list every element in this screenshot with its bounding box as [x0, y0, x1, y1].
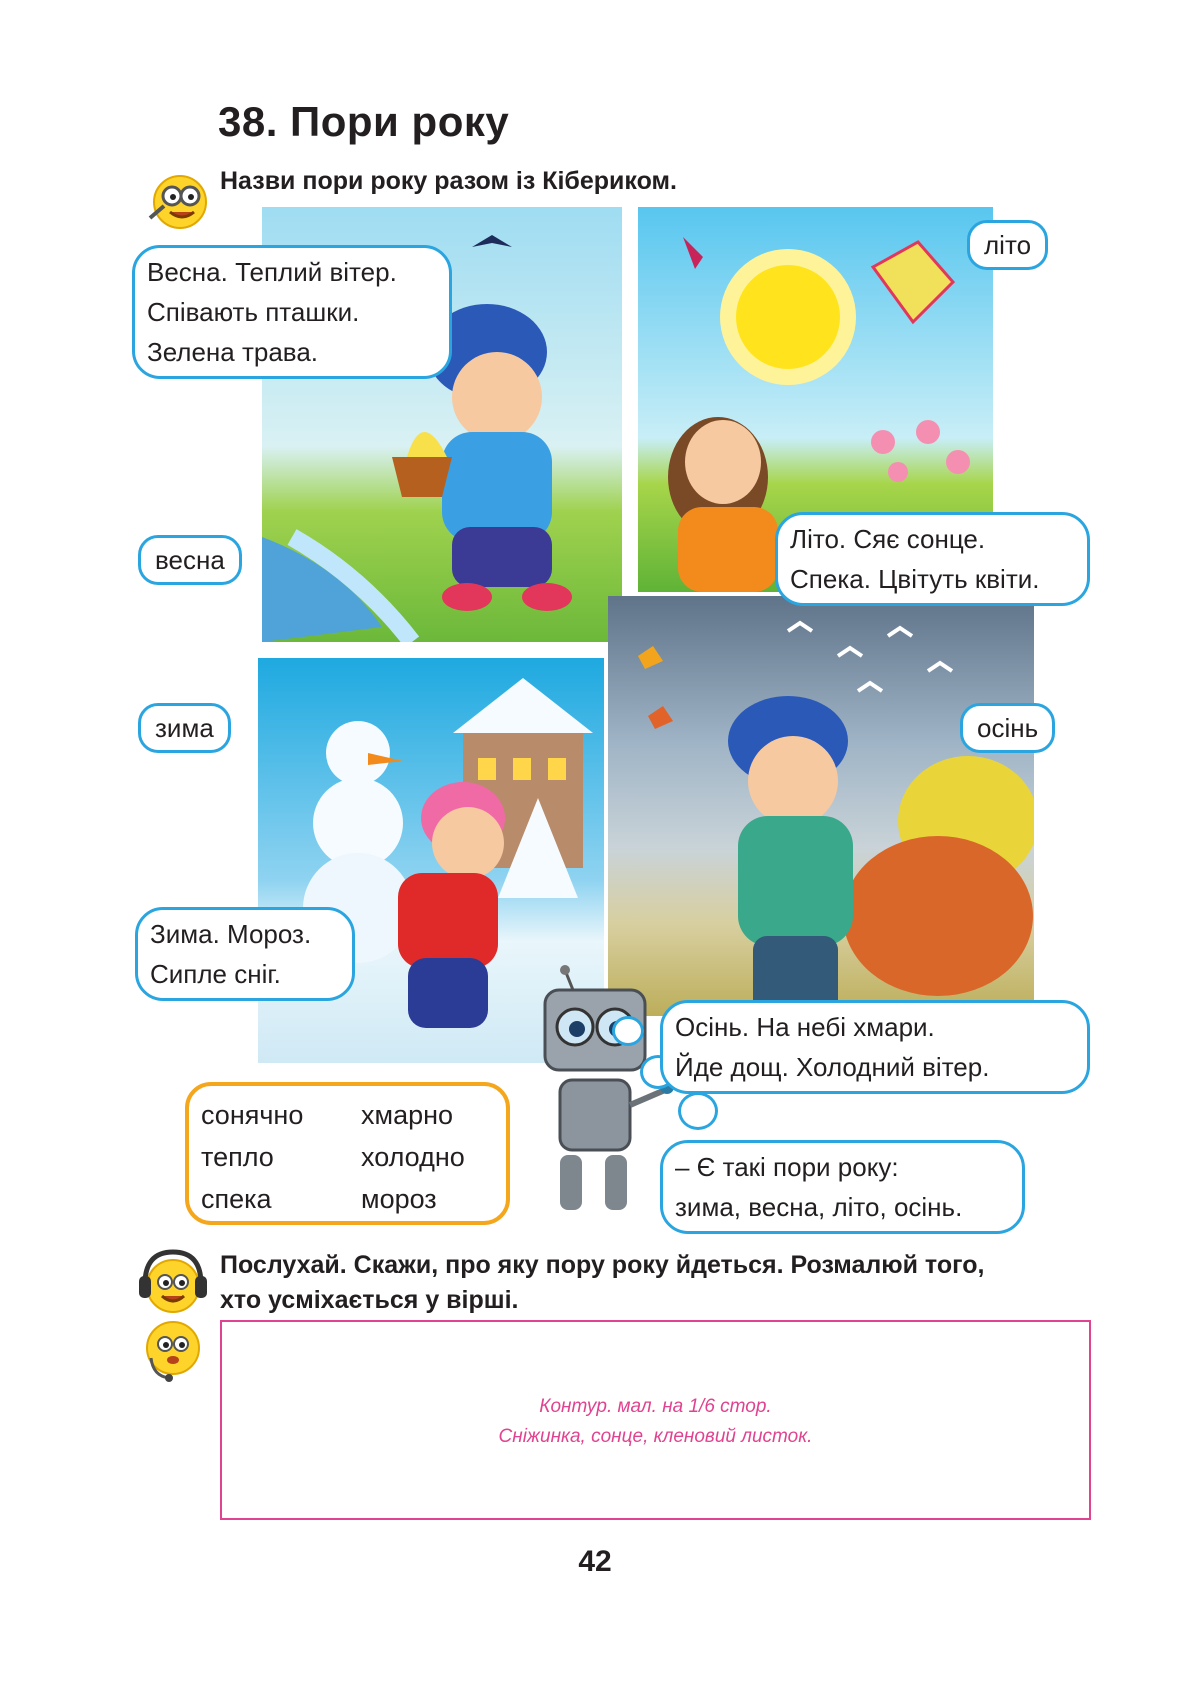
word-column-right: [361, 1094, 465, 1220]
cloud-line: Сипле сніг.: [150, 959, 281, 989]
page-title: 38. Пори року: [218, 98, 510, 145]
season-label: літо: [984, 230, 1032, 260]
word: мороз: [361, 1184, 437, 1214]
season-label: зима: [155, 713, 214, 743]
autumn-description-cloud: [660, 1000, 1090, 1094]
word: хмарно: [361, 1100, 454, 1130]
cloud-line: – Є такі пори року:: [675, 1152, 899, 1182]
word: сонячно: [201, 1100, 304, 1130]
cloud-line: Спека. Цвітуть квіти.: [790, 564, 1040, 594]
robot-speech-cloud: [660, 1140, 1025, 1234]
cloud-line: Весна. Теплий вітер.: [147, 257, 397, 287]
winter-label-cloud: [138, 703, 231, 753]
spring-description-cloud: [132, 245, 452, 379]
smiley-microphone-icon: [139, 1318, 205, 1384]
summer-label-cloud: [967, 220, 1048, 270]
placeholder-note: Сніжинка, сонце, кленовий листок.: [498, 1426, 813, 1447]
cloud-line: зима, весна, літо, осінь.: [675, 1192, 963, 1222]
autumn-label-cloud: [960, 703, 1055, 753]
task-instruction: Назви пори року разом із Кібериком.: [220, 167, 677, 195]
page-number: 42: [578, 1545, 612, 1578]
spring-label-cloud: [138, 535, 242, 585]
cloud-line: Зелена трава.: [147, 337, 319, 367]
word-box: [185, 1082, 510, 1225]
instruction-line: Послухай. Скажи, про яку пору року йдеться. Розмалюй того,: [220, 1251, 985, 1279]
winter-description-cloud: [135, 907, 355, 1001]
thought-bubble-dot: [612, 1016, 644, 1046]
cloud-line: Літо. Сяє сонце.: [790, 524, 986, 554]
task-instruction: [220, 1248, 984, 1318]
cloud-line: Зима. Мороз.: [150, 919, 312, 949]
word: спека: [201, 1184, 272, 1214]
autumn-illustration: [608, 596, 1034, 1016]
coloring-placeholder: [220, 1320, 1091, 1520]
word: холодно: [361, 1142, 465, 1172]
thought-bubble-dot: [678, 1092, 718, 1130]
word: тепло: [201, 1142, 274, 1172]
cloud-line: Йде дощ. Холодний вітер.: [675, 1052, 990, 1082]
placeholder-note: Контур. мал. на 1/6 стор.: [539, 1396, 772, 1417]
summer-description-cloud: [775, 512, 1090, 606]
instruction-line: хто усміхається у вірші.: [220, 1286, 519, 1314]
smiley-headphones-icon: [137, 1246, 209, 1318]
cloud-line: Осінь. На небі хмари.: [675, 1012, 935, 1042]
word-column-left: [201, 1094, 303, 1220]
season-label: осінь: [977, 713, 1039, 743]
season-label: весна: [155, 545, 225, 575]
cloud-line: Співають пташки.: [147, 297, 360, 327]
smiley-magnifier-icon: [140, 168, 212, 232]
